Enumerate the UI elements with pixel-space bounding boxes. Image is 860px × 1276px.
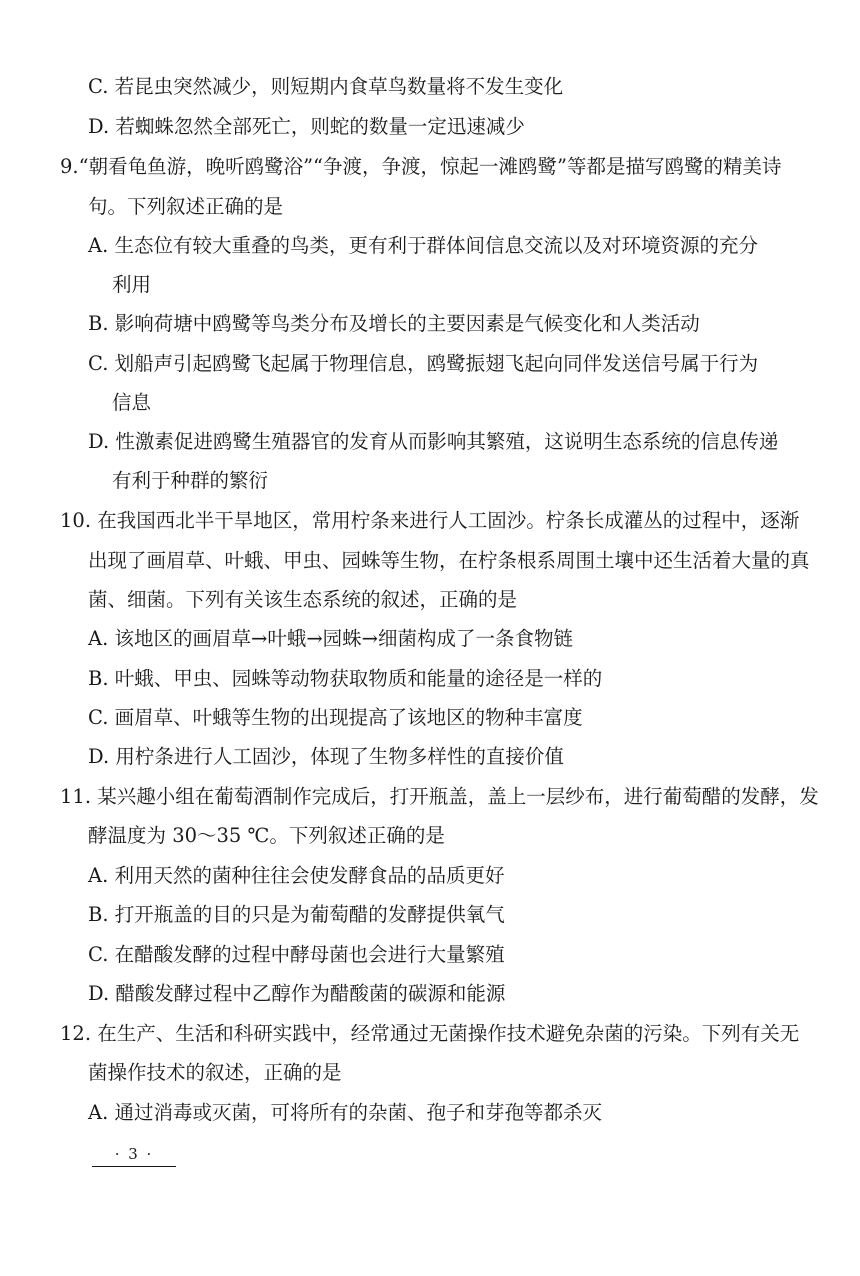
question-12-stem-line-1: 12. 在生产、生活和科研实践中，经常通过无菌操作技术避免杂菌的污染。下列有关无 (60, 1022, 800, 1045)
option-10c: C. 画眉草、叶蛾等生物的出现提高了该地区的物种丰富度 (88, 706, 583, 729)
option-11a: A. 利用天然的菌种往往会使发酵食品的品质更好 (88, 864, 505, 887)
option-11c: C. 在醋酸发酵的过程中酵母菌也会进行大量繁殖 (88, 943, 505, 966)
option-9b: B. 影响荷塘中鸥鹭等鸟类分布及增长的主要因素是气候变化和人类活动 (88, 312, 700, 335)
option-9c-line-2: 信息 (112, 391, 152, 414)
question-12-stem-line-2: 菌操作技术的叙述，正确的是 (88, 1061, 342, 1084)
option-11d: D. 醋酸发酵过程中乙醇作为醋酸菌的碳源和能源 (88, 982, 506, 1005)
option-10a: A. 该地区的画眉草→叶蛾→园蛛→细菌构成了一条食物链 (88, 627, 573, 650)
option-9d-line-2: 有利于种群的繁衍 (112, 469, 269, 492)
question-10-stem-line-2: 出现了画眉草、叶蛾、甲虫、园蛛等生物，在柠条根系周围土壤中还生活着大量的真 (88, 549, 810, 572)
option-9a-line-2: 利用 (112, 273, 152, 296)
option-12a: A. 通过消毒或灭菌，可将所有的杂菌、孢子和芽孢等都杀灭 (88, 1101, 602, 1124)
option-10b: B. 叶蛾、甲虫、园蛛等动物获取物质和能量的途径是一样的 (88, 667, 603, 690)
option-11b: B. 打开瓶盖的目的只是为葡萄醋的发酵提供氧气 (88, 903, 505, 926)
page-number: · 3 · (92, 1144, 176, 1167)
option-8d: D. 若蜘蛛忽然全部死亡，则蛇的数量一定迅速减少 (88, 115, 525, 138)
question-10-stem-line-3: 菌、细菌。下列有关该生态系统的叙述，正确的是 (88, 588, 518, 611)
option-9a-line-1: A. 生态位有较大重叠的鸟类，更有利于群体间信息交流以及对环境资源的充分 (88, 234, 758, 257)
question-11-stem-line-2: 酵温度为 30～35 ℃。下列叙述正确的是 (88, 824, 445, 847)
option-10d: D. 用柠条进行人工固沙，体现了生物多样性的直接价值 (88, 745, 564, 768)
question-10-stem-line-1: 10. 在我国西北半干旱地区，常用柠条来进行人工固沙。柠条长成灌丛的过程中，逐渐 (60, 509, 800, 532)
option-8c: C. 若昆虫突然减少，则短期内食草鸟数量将不发生变化 (88, 75, 564, 98)
question-9-stem-line-2: 句。下列叙述正确的是 (88, 195, 284, 218)
question-9-stem-line-1: 9.“朝看龟鱼游，晚听鸥鹭浴”“争渡，争渡，惊起一滩鸥鹭”等都是描写鸥鹭的精美诗 (60, 155, 782, 178)
option-9d-line-1: D. 性激素促进鸥鹭生殖器官的发育从而影响其繁殖，这说明生态系统的信息传递 (88, 430, 779, 453)
question-11-stem-line-1: 11. 某兴趣小组在葡萄酒制作完成后，打开瓶盖，盖上一层纱布，进行葡萄醋的发酵，发 (60, 785, 819, 808)
option-9c-line-1: C. 划船声引起鸥鹭飞起属于物理信息，鸥鹭振翅飞起向同伴发送信号属于行为 (88, 352, 759, 375)
